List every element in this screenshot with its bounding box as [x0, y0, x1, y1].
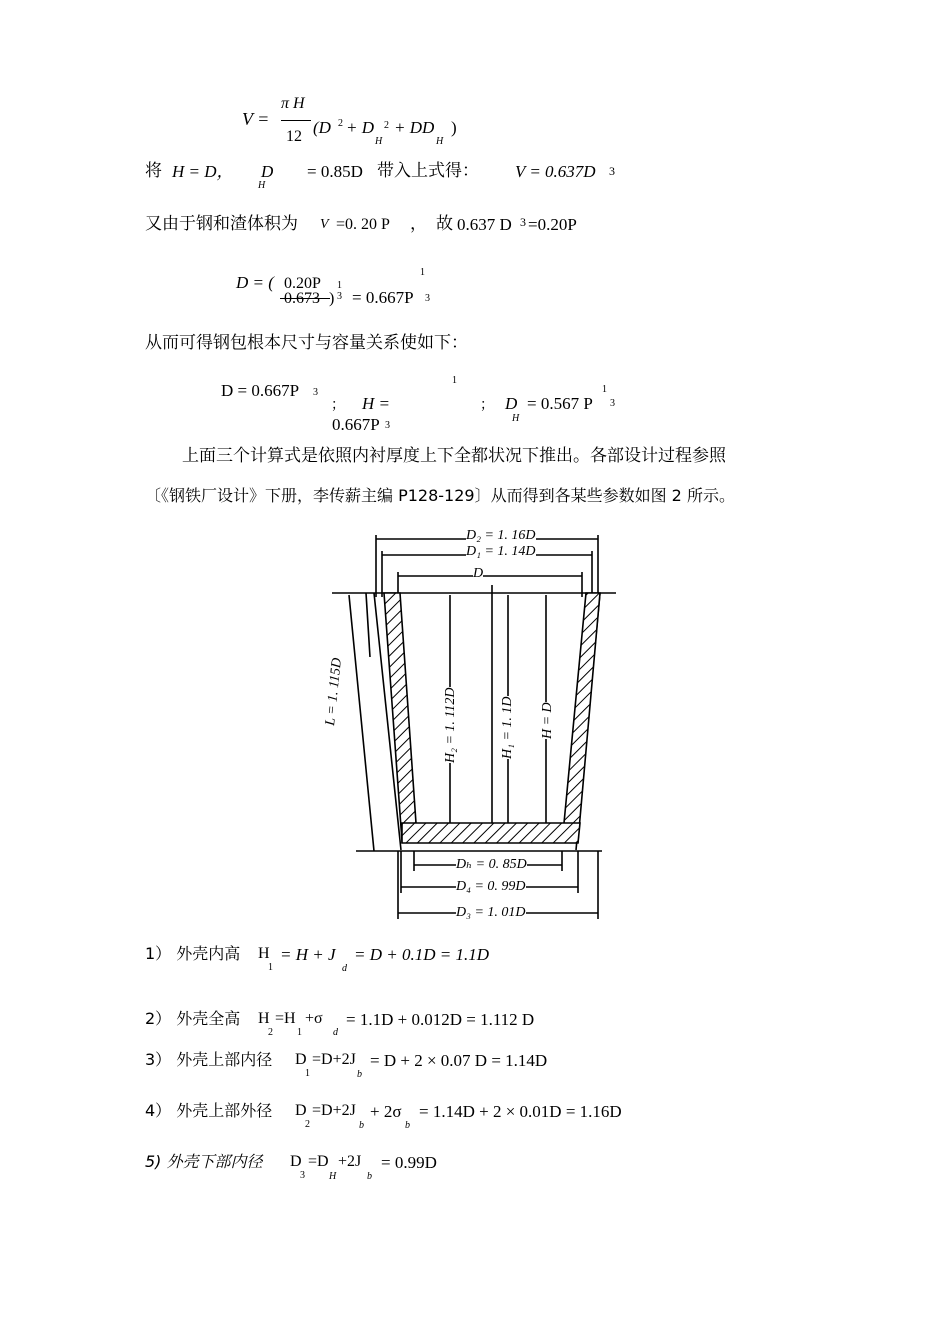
formula-set-hval: 0.667P	[332, 415, 380, 434]
formula-d-psub: 3	[425, 293, 430, 304]
formula-set-dheq: = 0.567 P	[527, 394, 593, 413]
formula-v-exp: 2	[384, 120, 389, 131]
item-sub2: H	[329, 1171, 337, 1182]
text-comma: ，	[410, 214, 427, 234]
label-h1: H₁ = 1. 1D	[500, 696, 515, 759]
formula-v-close: )	[451, 118, 457, 137]
item-rest: =H	[275, 1010, 296, 1027]
text-exp3: 3	[609, 164, 615, 178]
text-020p: =0.20P	[528, 215, 577, 234]
formula-d-den: 0.673	[284, 290, 320, 307]
label-dh: Dₕ = 0. 85D	[456, 857, 527, 872]
text-d: D	[261, 162, 274, 181]
paragraph-main-line-2: 〔《钢铁厂设计》下册，李传薪主编 P128-129〕从而得到各某些参数如图 2 所示。	[145, 486, 735, 505]
item-sub3: b	[405, 1120, 410, 1131]
formula-set-dhexp: 1	[602, 384, 607, 395]
item-tail: = D + 0.1D = 1.1D	[354, 945, 489, 964]
text-exp3: 3	[520, 215, 526, 229]
formula-v-numerator: π H	[281, 95, 305, 112]
formula-d-exp-1: 1	[337, 280, 342, 291]
formula-v-paren: (D	[313, 118, 331, 137]
formula-d-lhs: D = (	[236, 273, 274, 292]
formula-d-num: 0.20P	[284, 275, 321, 292]
item-sub2: d	[342, 963, 347, 974]
item-sub3: b	[367, 1171, 372, 1182]
text-youyu: 又由于钢和渣体积为	[145, 214, 298, 234]
item-sub: 3	[300, 1170, 305, 1181]
label-h: H = D	[540, 702, 555, 739]
item-tail: = 1.1D + 0.012D = 1.112 D	[346, 1010, 535, 1029]
paragraph-relation-intro: 从而可得钢包根本尺寸与容量关系使如下：	[145, 333, 468, 353]
formula-d-close: )	[329, 290, 335, 307]
item-symbol: D	[295, 1051, 307, 1068]
formula-set-hexp: 1	[452, 375, 457, 386]
text-eq-085d: = 0.85D	[307, 162, 363, 181]
text-v-result: V = 0.637D	[515, 162, 596, 181]
label-d3: D₃ = 1. 01D	[456, 905, 526, 920]
item-rest: =D	[308, 1153, 329, 1170]
item-rest: =D+2J	[312, 1051, 356, 1068]
label-d1: D₁ = 1. 14D	[466, 544, 536, 559]
fraction-bar	[281, 120, 311, 121]
text-eq-020p: =0. 20 P	[336, 216, 390, 233]
item-sub: 2	[305, 1119, 310, 1130]
text-jiang: 将	[145, 161, 162, 181]
item-label: 2） 外壳全高	[145, 1009, 241, 1028]
formula-d-pexp: 1	[420, 267, 425, 278]
text-v: V	[320, 217, 329, 232]
formula-set-dsub: 3	[313, 387, 318, 398]
formula-set-dhsub: H	[512, 413, 520, 424]
item-label: 5) 外壳下部内径	[145, 1152, 263, 1171]
item-rest: =D+2J	[312, 1102, 356, 1119]
ladle-figure	[316, 525, 618, 931]
item-label: 4） 外壳上部外径	[145, 1101, 273, 1120]
item-symbol: H	[258, 945, 270, 962]
item-label: 3） 外壳上部内径	[145, 1050, 273, 1069]
item-mid: + 2σ	[370, 1102, 402, 1121]
item-sub3: d	[333, 1027, 338, 1038]
label-l: L = 1. 115D	[323, 657, 346, 727]
formula-set-d: D = 0.667P	[221, 381, 300, 400]
formula-v-lhs: V =	[242, 109, 270, 129]
formula-set-dhsub3: 3	[610, 398, 615, 409]
formula-d-exp-3: 3	[337, 291, 342, 302]
label-d2: D₂ = 1. 16D	[466, 528, 536, 543]
item-sub2: b	[359, 1120, 364, 1131]
formula-set-h: H =	[362, 394, 390, 413]
item-symbol: H	[258, 1010, 270, 1027]
item-symbol: D	[290, 1153, 302, 1170]
label-d: D	[473, 566, 484, 581]
formula-set-sep: ；	[480, 397, 494, 413]
item-sub2: 1	[297, 1027, 302, 1038]
text-sub-h: H	[258, 180, 266, 191]
item-symbol: D	[295, 1102, 307, 1119]
label-d4: D₄ = 0. 99D	[456, 879, 526, 894]
formula-v-denominator: 12	[286, 128, 302, 145]
formula-v-sub: H	[436, 136, 444, 147]
item-sub: 1	[305, 1068, 310, 1079]
item-label: 1） 外壳内高	[145, 944, 241, 963]
text-0637d: 0.637 D	[457, 215, 512, 234]
item-tail: = 0.99D	[381, 1153, 437, 1172]
item-sub: 2	[268, 1027, 273, 1038]
item-sub2: b	[357, 1069, 362, 1080]
item-mid: +2J	[338, 1153, 362, 1170]
formula-v-plus: + D	[346, 118, 374, 137]
label-h2: H₂ = 1. 112D	[443, 687, 458, 763]
formula-v-exp: 2	[338, 118, 343, 129]
text-h-eq-d: H = D，	[172, 162, 234, 181]
formula-v-plus: + DD	[394, 118, 435, 137]
formula-set-sep: ；	[331, 397, 345, 413]
item-rest: = H + J	[280, 945, 336, 964]
item-mid: +σ	[305, 1010, 323, 1027]
text-gu: 故	[436, 214, 453, 234]
paragraph-main-line-1: 上面三个计算式是依照内衬厚度上下全都状况下推出。各部设计过程参照	[182, 446, 726, 466]
item-tail: = 1.14D + 2 × 0.01D = 1.16D	[419, 1102, 622, 1121]
formula-d-eq: = 0.667P	[352, 288, 414, 307]
formula-v-sub: H	[375, 136, 383, 147]
item-sub: 1	[268, 962, 273, 973]
formula-set-hsub: 3	[385, 420, 390, 431]
formula-set-dh: D	[505, 394, 518, 413]
item-tail: = D + 2 × 0.07 D = 1.14D	[370, 1051, 548, 1070]
text-dairu: 带入上式得：	[377, 161, 479, 181]
